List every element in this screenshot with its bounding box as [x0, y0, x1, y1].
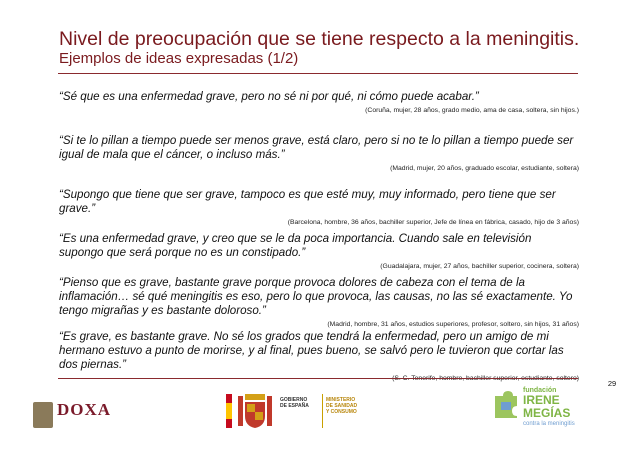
- fundacion-tagline: contra la meningitis: [523, 421, 575, 427]
- quote-text: “Es una enfermedad grave, y creo que se le da poca importancia. Cuando sale en televisión supongo que será porque no es un constipado.”: [59, 232, 532, 259]
- page-number: 29: [607, 379, 617, 388]
- gobierno-divider: [322, 394, 323, 428]
- quote-text: “Pienso que es grave, bastante grave porque provoca dolores de cabeza con el tema de la inflamación… sé qué meningitis es eso, pero lo que provoca, las causas, no las sé exactamente. Yo tengo migrañas y es bastante doloroso.”: [59, 276, 573, 317]
- puzzle-piece-icon: [493, 390, 519, 420]
- quote-text: “Si te lo pillan a tiempo puede ser menos grave, está claro, pero si no te lo pillan a tiempo puede ser igual de mala que el cáncer, o incluso más.”: [59, 134, 574, 161]
- quote-source: (Barcelona, hombre, 36 años, bachiller superior, Jefe de línea en fábrica, casado, hijo de 3 años): [287, 219, 579, 226]
- slide-title: Nivel de preocupación que se tiene respecto a la meningitis.: [59, 28, 580, 50]
- quote-item: [59, 232, 579, 272]
- fundacion-small-text: fundación: [523, 387, 557, 394]
- header-divider: [58, 73, 578, 74]
- quote-text: “Sé que es una enfermedad grave, pero no sé ni por qué, ni cómo puede acabar.”: [59, 90, 479, 103]
- quote-item: [59, 188, 579, 228]
- fundacion-name-line1: IRENE: [523, 393, 560, 407]
- doxa-emblem-icon: [33, 402, 53, 428]
- quote-item: [59, 330, 579, 384]
- doxa-logo: [33, 400, 133, 434]
- quote-text: “Supongo que tiene que ser grave, tampoco es que esté muy, muy informado, pero tiene que ser grave.”: [59, 188, 556, 215]
- quote-item: [59, 276, 579, 330]
- quote-source: (Coruña, mujer, 28 años, grado medio, ama de casa, soltera, sin hijos.): [365, 107, 579, 114]
- quote-text: “Es grave, es bastante grave. No sé los grados que tendrá la enfermedad, pero un amigo de mi hermano estuvo a punto de morirse, y al final, pues bueno, se salvó pero le tuvieron que cortar las dos piernas.”: [59, 330, 564, 371]
- ministerio-text: MINISTERIO DE SANIDAD Y CONSUMO: [326, 397, 358, 415]
- fundacion-logo: [493, 386, 593, 436]
- gobierno-logo: [234, 388, 394, 436]
- quote-item: [59, 134, 579, 174]
- spain-coat-of-arms-icon: [234, 390, 276, 432]
- quote-source: (Guadalajara, mujer, 27 años, bachiller superior, cocinera, soltera): [380, 263, 579, 270]
- gobierno-text: GOBIERNO DE ESPAÑA: [280, 397, 309, 409]
- quote-source: (Madrid, hombre, 31 años, estudios superiores, profesor, soltero, sin hijos, 31 años): [327, 321, 579, 328]
- spain-flag-icon: [226, 394, 232, 428]
- footer-divider: [58, 378, 578, 379]
- slide-subtitle: Ejemplos de ideas expresadas (1/2): [59, 50, 299, 67]
- doxa-wordmark: DOXA: [57, 400, 112, 419]
- fundacion-name-line2: MEGÍAS: [523, 406, 571, 420]
- quote-source: (S. C. Tenerife, hombre, bachiller superior, estudiante, soltero): [392, 375, 579, 382]
- quote-source: (Madrid, mujer, 20 años, graduado escolar, estudiante, soltera): [390, 165, 579, 172]
- quote-item: [59, 90, 579, 116]
